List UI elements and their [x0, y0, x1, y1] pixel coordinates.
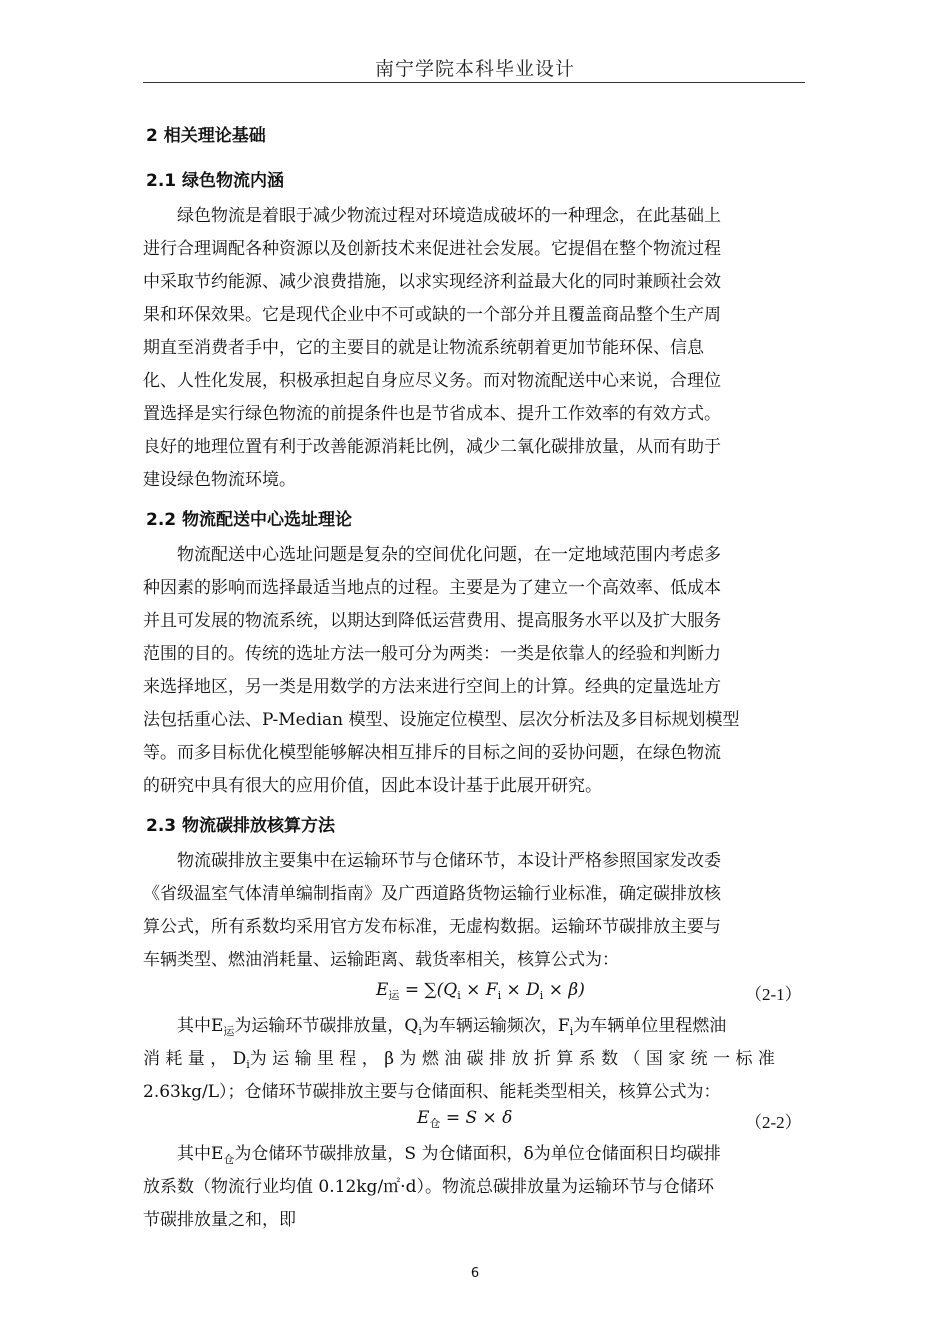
- paragraph-line: [143, 1043, 805, 1076]
- heading-section-2-2: 2.2 物流配送中心选址理论: [146, 510, 353, 530]
- paragraph-carbon-accounting: [143, 845, 805, 977]
- paragraph-line: 物流碳排放主要集中在运输环节与仓储环节，本设计严格参照国家发改委: [177, 851, 721, 871]
- paragraph-line: 物流配送中心选址问题是复杂的空间优化问题，在一定地域范围内考虑多: [177, 545, 721, 565]
- formula-lhs-sub: 运: [388, 989, 400, 1002]
- text-run: 为车辆运输频次，F: [421, 1016, 570, 1036]
- text-sub: 运: [223, 1025, 235, 1038]
- paragraph-line: 进行合理调配各种资源以及创新技术来促进社会发展。它提倡在整个物流过程: [143, 239, 721, 259]
- paragraph-line: 放系数（物流行业均值 0.12kg/㎡·d）。物流总碳排放量为运输环节与仓储环: [143, 1177, 714, 1197]
- paragraph-line: 的研究中具有很大的应用价值，因此本设计基于此展开研究。: [143, 776, 602, 796]
- heading-section-2-1: 2.1 绿色物流内涵: [146, 171, 285, 191]
- paragraph-line: 建设绿色物流环境。: [143, 470, 296, 490]
- paragraph-line: 《省级温室气体清单编制指南》及广西道路货物运输行业标准，确定碳排放核: [143, 884, 721, 904]
- paragraph-line: 来选择地区，另一类是用数学的方法来进行空间上的计算。经典的定量选址方: [143, 677, 721, 697]
- heading-section-2-3: 2.3 物流碳排放核算方法: [146, 816, 336, 836]
- paragraph-line: 果和环保效果。它是现代企业中不可或缺的一个部分并且覆盖商品整个生产周: [143, 305, 721, 325]
- text-run: 为 运 输 里 程 ， β 为 燃 油 碳 排 放 折 算 系 数 （ 国 家 统 一 标 准: [249, 1049, 775, 1069]
- page-header-title: 南宁学院本科毕业设计: [374, 58, 575, 80]
- page-number: 6: [470, 1266, 480, 1281]
- formula-2-1: [376, 980, 585, 1003]
- text-sub: i: [569, 1025, 574, 1038]
- paragraph-line: 算公式，所有系数均采用官方发布标准，无虚构数据。运输环节碳排放主要与: [143, 917, 721, 937]
- formula-2-2: [417, 1108, 512, 1131]
- paragraph-line: 中采取节约能源、减少浪费措施，以求实现经济利益最大化的同时兼顾社会效: [143, 272, 721, 292]
- paragraph-line: 绿色物流是着眼于减少物流过程对环境造成破坏的一种理念，在此基础上: [177, 206, 721, 226]
- paragraph-line: 等。而多目标优化模型能够解决相互排斥的目标之间的妥协问题，在绿色物流: [143, 743, 721, 763]
- text-run: 消 耗 量 ， D: [143, 1049, 247, 1069]
- paragraph-line: 法包括重心法、P-Median 模型、设施定位模型、层次分析法及多目标规划模型: [143, 710, 740, 730]
- text-run: 其中E: [177, 1144, 224, 1164]
- paragraph-line: 化、人性化发展，积极承担起自身应尽义务。而对物流配送中心来说，合理位: [143, 371, 721, 391]
- text-run: 为仓储环节碳排放量，S 为仓储面积，δ为单位仓储面积日均碳排: [234, 1144, 721, 1164]
- formula-rhs: × β): [543, 980, 585, 1000]
- formula-lhs-sub: 仓: [429, 1117, 441, 1130]
- formula-sub: i: [497, 989, 502, 1002]
- paragraph-transport-definition: [143, 1010, 805, 1109]
- formula-lhs: E: [417, 1108, 430, 1128]
- paragraph-line: 期直至消费者手中，它的主要目的就是让物流系统朝着更加节能环保、信息: [143, 338, 704, 358]
- paragraph-line: 范围的目的。传统的选址方法一般可分为两类：一类是依靠人的经验和判断力: [143, 644, 721, 664]
- equation-number-2-2: （2-2）: [745, 1113, 802, 1132]
- paragraph-green-logistics: [143, 200, 805, 497]
- paragraph-line: 车辆类型、燃油消耗量、运输距离、载货率相关，核算公式为：: [143, 950, 619, 970]
- formula-rhs: × F: [460, 980, 498, 1000]
- paragraph-line: 并且可发展的物流系统，以期达到降低运营费用、提高服务水平以及扩大服务: [143, 611, 721, 631]
- paragraph-line: [143, 1138, 805, 1171]
- formula-rhs: = ∑(Q: [399, 980, 458, 1000]
- text-run: 为运输环节碳排放量，Q: [234, 1016, 419, 1036]
- heading-section-2: 2 相关理论基础: [146, 126, 266, 146]
- equation-number-2-1: （2-1）: [745, 985, 802, 1004]
- formula-lhs: E: [376, 980, 389, 1000]
- paragraph-line: 良好的地理位置有利于改善能源消耗比例，减少二氧化碳排放量，从而有助于: [143, 437, 721, 457]
- paragraph-line: 种因素的影响而选择最适当地点的过程。主要是为了建立一个高效率、低成本: [143, 578, 721, 598]
- paragraph-line: 置选择是实行绿色物流的前提条件也是节省成本、提升工作效率的有效方式。: [143, 404, 721, 424]
- text-sub: i: [246, 1058, 250, 1071]
- text-run: 其中E: [177, 1016, 224, 1036]
- formula-sub: i: [457, 989, 461, 1002]
- paragraph-site-selection: [143, 539, 805, 803]
- paragraph-line: 节碳排放量之和，即: [143, 1210, 296, 1230]
- paragraph-storage-definition: [143, 1138, 805, 1237]
- text-sub: i: [418, 1025, 422, 1038]
- text-sub: 仓: [223, 1153, 235, 1166]
- formula-rhs: × D: [501, 980, 540, 1000]
- paragraph-line: [143, 1010, 805, 1043]
- header-rule: [143, 82, 805, 83]
- text-run: 为车辆单位里程燃油: [573, 1016, 727, 1036]
- formula-sub: i: [539, 989, 544, 1002]
- paragraph-line: 2.63kg/L）；仓储环节碳排放主要与仓储面积、能耗类型相关，核算公式为：: [143, 1082, 721, 1102]
- formula-rhs: = S × δ: [440, 1108, 513, 1128]
